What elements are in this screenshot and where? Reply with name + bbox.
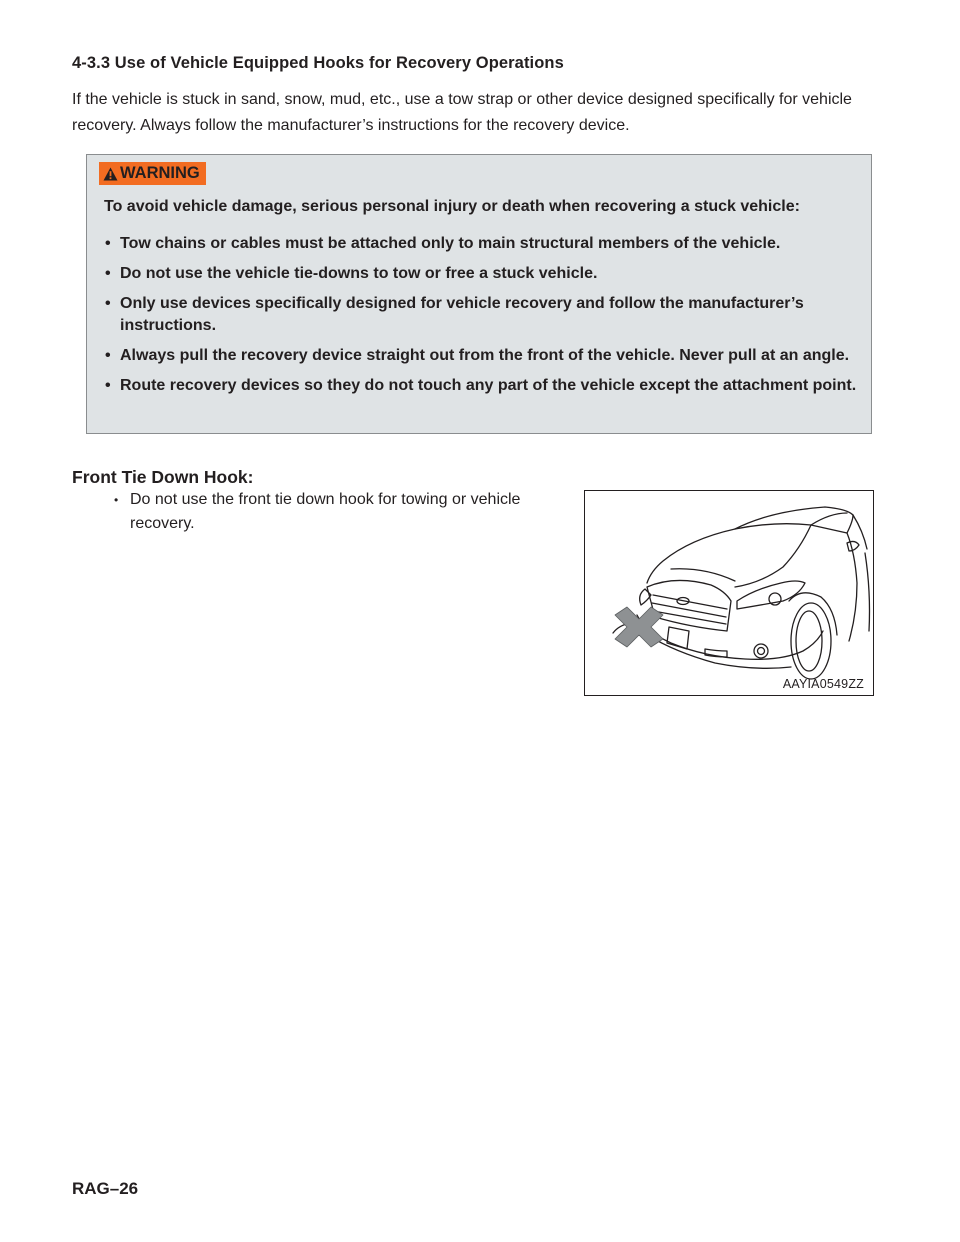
warning-item: • Do not use the vehicle tie-downs to tow or free a stuck vehicle.: [104, 263, 864, 285]
section-title: 4-3.3 Use of Vehicle Equipped Hooks for Recovery Operations: [72, 54, 564, 72]
warning-label: [99, 162, 206, 185]
figure-id: AAYIA0549ZZ: [782, 677, 864, 691]
warning-item: • Only use devices specifically designed for vehicle recovery and follow the manufacturer’s instructions.: [104, 293, 864, 337]
x-mark-icon: [615, 607, 663, 647]
warning-label-text: WARNING: [120, 164, 200, 182]
intro-paragraph: If the vehicle is stuck in sand, snow, mud, etc., use a tow strap or other device designed specifically for vehicle recovery. Always follow the manufacturer’s instructions for the recovery device.: [72, 91, 852, 134]
page-number: RAG–26: [72, 1179, 139, 1198]
warning-box: [86, 154, 872, 434]
warning-intro: To avoid vehicle damage, serious personal injury or death when recovering a stuck vehicle:: [104, 198, 800, 215]
warning-triangle-icon: [103, 167, 118, 181]
warning-item: • Always pull the recovery device straight out from the front of the vehicle. Never pull at an angle.: [104, 345, 864, 367]
vehicle-figure: [584, 490, 874, 696]
warning-item: • Route recovery devices so they do not touch any part of the vehicle except the attachment point.: [104, 375, 864, 397]
front-tie-down-heading: Front Tie Down Hook:: [72, 467, 254, 487]
warning-item: • Tow chains or cables must be attached only to main structural members of the vehicle.: [104, 233, 864, 255]
warning-list: [104, 233, 864, 405]
car-front-illustration: [585, 491, 873, 695]
front-tie-down-bullets: [114, 488, 564, 536]
list-item: • Do not use the front tie down hook for towing or vehicle recovery.: [114, 488, 564, 536]
